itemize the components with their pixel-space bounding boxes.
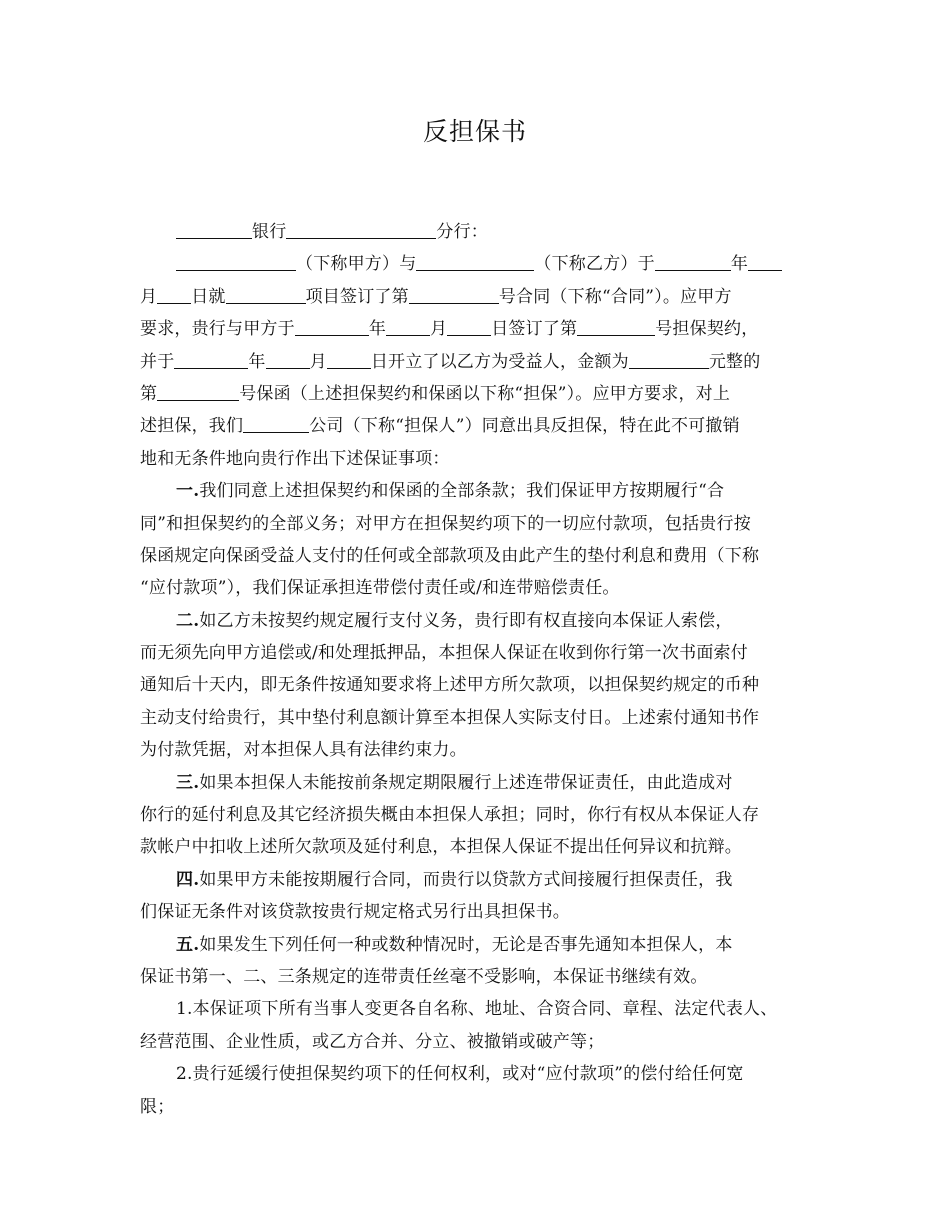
text: 我们同意上述担保契约和保函的全部条款；我们保证甲方按期履行“合 — [199, 481, 725, 502]
blank-field[interactable] — [447, 318, 491, 336]
blank-field[interactable] — [176, 253, 296, 271]
clause-line: 保证书第一、二、三条规定的连带责任丝毫不受影响，本保证书继续有效。 — [140, 966, 708, 987]
blank-field[interactable] — [174, 351, 248, 369]
text: 号担保契约， — [655, 319, 759, 340]
blank-field[interactable] — [748, 253, 782, 271]
blank-field[interactable] — [286, 221, 436, 239]
clause-number: 四. — [176, 869, 200, 890]
clause-number: 一. — [176, 481, 200, 502]
text: 述担保，我们 — [140, 416, 244, 437]
text: （下称乙方）于 — [534, 254, 655, 275]
text: 年 — [248, 351, 266, 372]
salutation-line — [140, 216, 812, 248]
text: 号合同（下称“合同”）。应甲方 — [498, 286, 732, 307]
text: 号保函（上述担保契约和保函以下称“担保”）。应甲方要求，对上 — [239, 383, 731, 404]
blank-field[interactable] — [629, 351, 709, 369]
text: 并于 — [140, 351, 175, 372]
blank-field[interactable] — [295, 318, 369, 336]
clause-line: 主动支付给贵行，其中垫付利息额计算至本担保人实际支付日。上述索付通知书作 — [140, 707, 760, 728]
clause-number: 五. — [176, 934, 200, 955]
intro-line — [140, 248, 812, 280]
item-line: 经营范围、企业性质，或乙方合并、分立、被撤销或破产等； — [140, 1031, 605, 1052]
text: 公司（下称“担保人”）同意出具反担保，特在此不可撤销 — [309, 416, 740, 437]
blank-field[interactable] — [226, 286, 306, 304]
clause-line — [140, 929, 812, 961]
text: 第 — [140, 383, 158, 404]
text: 日签订了第 — [491, 319, 578, 340]
intro-line — [140, 346, 812, 378]
blank-field[interactable] — [327, 351, 371, 369]
clause-line: 同”和担保契约的全部义务；对甲方在担保契约项下的一切应付款项，包括贵行按 — [140, 513, 751, 534]
clause-line — [140, 605, 812, 637]
clause-line: 们保证无条件对该贷款按贵行规定格式另行出具担保书。 — [140, 902, 570, 923]
blank-field[interactable] — [266, 351, 310, 369]
text: 项目签订了第 — [305, 286, 409, 307]
intro-line — [140, 410, 812, 442]
text: 如果本担保人未能按前条规定期限履行上述连带保证责任，由此造成对 — [199, 772, 733, 793]
clause-line: 通知后十天内，即无条件按通知要求将上述甲方所欠款项，以担保契约规定的币种 — [140, 675, 760, 696]
blank-field[interactable] — [386, 318, 430, 336]
clause-line — [140, 864, 812, 896]
clause-line: 款帐户中扣收上述所欠款项及延付利息，本担保人保证不提出任何异议和抗辩。 — [140, 837, 742, 858]
clause-line — [140, 767, 812, 799]
text: 年 — [368, 319, 387, 340]
blank-field[interactable] — [655, 253, 731, 271]
text: 年 — [730, 254, 749, 275]
text: 月 — [430, 319, 448, 340]
blank-field[interactable] — [157, 286, 191, 304]
blank-field[interactable] — [409, 286, 499, 304]
item-line: 1.本保证项下所有当事人变更各自名称、地址、合资合同、章程、法定代表人、 — [176, 999, 778, 1020]
blank-field[interactable] — [577, 318, 655, 336]
clause-line — [140, 475, 812, 507]
text: 如乙方未按契约规定履行支付义务，贵行即有权直接向本保证人索偿， — [199, 610, 733, 631]
text: 月 — [309, 351, 327, 372]
blank-field[interactable] — [243, 415, 309, 433]
text: 月 — [140, 286, 158, 307]
clause-line: 保函规定向保函受益人支付的任何或全部款项及由此产生的垫付利息和费用（下称 — [140, 545, 760, 566]
blank-field[interactable] — [157, 383, 239, 401]
item-line: 2.贵行延缓行使担保契约项下的任何权利，或对“应付款项”的偿付给任何宽 — [176, 1064, 744, 1085]
page-title: 反担保书 — [422, 117, 527, 146]
text: 如果甲方未能按期履行合同，而贵行以贷款方式间接履行担保责任，我 — [199, 869, 733, 890]
text: 如果发生下列任何一种或数种情况时，无论是否事先通知本担保人，本 — [199, 934, 733, 955]
salutation-bank: 银行 — [252, 222, 287, 242]
text: 要求，贵行与甲方于 — [140, 319, 295, 340]
blank-field[interactable] — [416, 253, 534, 271]
item-line: 限； — [140, 1096, 175, 1117]
intro-line — [140, 281, 812, 313]
intro-line: 地和无条件地向贵行作出下述保证事项： — [140, 448, 450, 469]
document-body — [140, 216, 812, 1123]
clause-line: 而无须先向甲方追偿或/和处理抵押品，本担保人保证在收到你行第一次书面索付 — [140, 643, 748, 664]
clause-number: 二. — [176, 610, 200, 631]
clause-line: 你行的延付利息及其它经济损失概由本担保人承担；同时，你行有权从本保证人存 — [140, 805, 760, 826]
clause-line: “应付款项”），我们保证承担连带偿付责任或/和连带赔偿责任。 — [140, 578, 620, 599]
text: 元整的 — [708, 351, 761, 372]
intro-line — [140, 378, 812, 410]
blank-field[interactable] — [176, 221, 252, 239]
text: （下称甲方）与 — [296, 254, 417, 275]
text: 日开立了以乙方为受益人，金额为 — [370, 351, 629, 372]
text: 日就 — [191, 286, 226, 307]
salutation-branch: 分行： — [436, 222, 489, 242]
clause-number: 三. — [176, 772, 200, 793]
intro-line — [140, 313, 812, 345]
clause-line: 为付款凭据，对本担保人具有法律约束力。 — [140, 740, 467, 761]
